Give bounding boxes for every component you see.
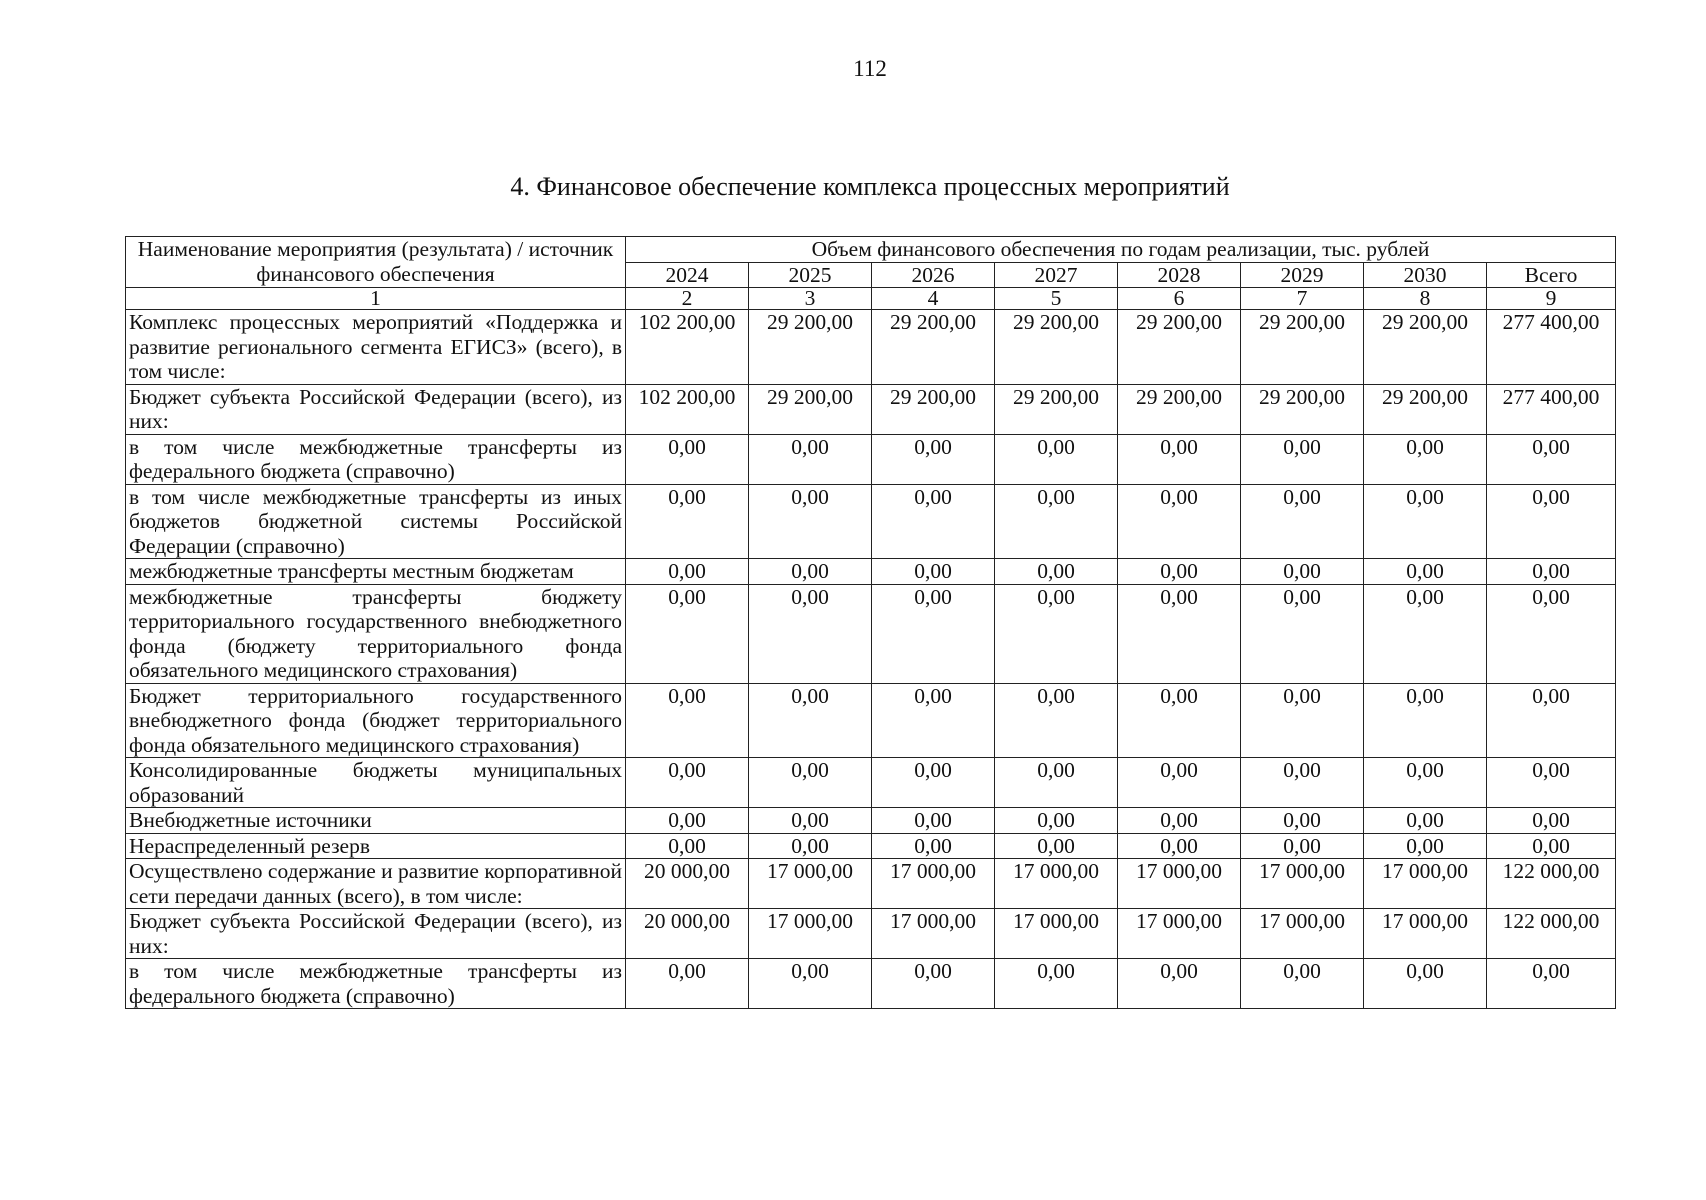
row-value-cell: 0,00 bbox=[749, 959, 872, 1009]
row-value-cell: 0,00 bbox=[872, 959, 995, 1009]
row-name-cell: Осуществлено содержание и развитие корпоративной сети передачи данных (всего), в том числе: bbox=[126, 859, 626, 909]
table-row bbox=[126, 484, 1616, 559]
row-value-cell: 17 000,00 bbox=[749, 909, 872, 959]
row-name-cell: Бюджет субъекта Российской Федерации (всего), из них: bbox=[126, 384, 626, 434]
row-value-cell: 0,00 bbox=[995, 758, 1118, 808]
row-value-cell: 29 200,00 bbox=[1364, 384, 1487, 434]
row-value-cell: 0,00 bbox=[626, 833, 749, 859]
column-number-cell: 4 bbox=[872, 288, 995, 310]
column-number-cell: 6 bbox=[1118, 288, 1241, 310]
page-number: 112 bbox=[853, 56, 887, 81]
row-name-cell: Бюджет территориального государственного внебюджетного фонда (бюджет территориального фонда обязательного медицинского страхования) bbox=[126, 683, 626, 758]
column-number-row bbox=[126, 288, 1616, 310]
row-name-cell: межбюджетные трансферты местным бюджетам bbox=[126, 559, 626, 585]
row-value-cell: 0,00 bbox=[995, 584, 1118, 683]
row-name-cell: Внебюджетные источники bbox=[126, 808, 626, 834]
row-value-cell: 0,00 bbox=[1241, 484, 1364, 559]
row-value-cell: 0,00 bbox=[1364, 808, 1487, 834]
row-value-cell: 0,00 bbox=[872, 559, 995, 585]
row-value-cell: 29 200,00 bbox=[995, 310, 1118, 385]
row-value-cell: 0,00 bbox=[1118, 808, 1241, 834]
row-value-cell: 0,00 bbox=[749, 833, 872, 859]
header-name-cell: Наименование мероприятия (результата) / источник финансового обеспечения bbox=[126, 237, 626, 288]
row-value-cell: 0,00 bbox=[995, 559, 1118, 585]
row-value-cell: 29 200,00 bbox=[1364, 310, 1487, 385]
header-year-cell: 2024 bbox=[626, 262, 749, 288]
row-value-cell: 29 200,00 bbox=[749, 310, 872, 385]
section-title: 4. Финансовое обеспечение комплекса процессных мероприятий bbox=[510, 172, 1230, 201]
row-value-cell: 0,00 bbox=[626, 683, 749, 758]
row-name-cell: в том числе межбюджетные трансферты из иных бюджетов бюджетной системы Российской Федерации (справочно) bbox=[126, 484, 626, 559]
row-value-cell: 29 200,00 bbox=[995, 384, 1118, 434]
row-value-cell: 0,00 bbox=[872, 758, 995, 808]
row-value-cell: 0,00 bbox=[1241, 959, 1364, 1009]
row-value-cell: 0,00 bbox=[749, 559, 872, 585]
column-number-cell: 1 bbox=[126, 288, 626, 310]
row-name-cell: Нераспределенный резерв bbox=[126, 833, 626, 859]
row-total-cell: 0,00 bbox=[1487, 808, 1616, 834]
column-number-cell: 9 bbox=[1487, 288, 1616, 310]
row-value-cell: 17 000,00 bbox=[1118, 909, 1241, 959]
column-number-cell: 7 bbox=[1241, 288, 1364, 310]
header-row-1 bbox=[126, 237, 1616, 263]
row-value-cell: 0,00 bbox=[749, 683, 872, 758]
row-value-cell: 102 200,00 bbox=[626, 384, 749, 434]
row-value-cell: 0,00 bbox=[626, 808, 749, 834]
header-year-cell: 2030 bbox=[1364, 262, 1487, 288]
row-total-cell: 277 400,00 bbox=[1487, 310, 1616, 385]
row-value-cell: 0,00 bbox=[1118, 584, 1241, 683]
row-value-cell: 0,00 bbox=[1241, 808, 1364, 834]
row-value-cell: 0,00 bbox=[1241, 434, 1364, 484]
row-value-cell: 29 200,00 bbox=[1241, 384, 1364, 434]
row-value-cell: 20 000,00 bbox=[626, 909, 749, 959]
row-value-cell: 0,00 bbox=[1118, 559, 1241, 585]
row-value-cell: 0,00 bbox=[872, 434, 995, 484]
row-value-cell: 0,00 bbox=[872, 833, 995, 859]
table-row bbox=[126, 808, 1616, 834]
table-row bbox=[126, 434, 1616, 484]
row-value-cell: 0,00 bbox=[626, 959, 749, 1009]
row-value-cell: 17 000,00 bbox=[995, 859, 1118, 909]
table-body bbox=[126, 310, 1616, 1009]
row-value-cell: 0,00 bbox=[872, 808, 995, 834]
row-value-cell: 29 200,00 bbox=[1241, 310, 1364, 385]
header-year-cell: 2029 bbox=[1241, 262, 1364, 288]
row-total-cell: 0,00 bbox=[1487, 584, 1616, 683]
row-name-cell: Консолидированные бюджеты муниципальных образований bbox=[126, 758, 626, 808]
row-total-cell: 122 000,00 bbox=[1487, 859, 1616, 909]
row-value-cell: 0,00 bbox=[995, 808, 1118, 834]
row-value-cell: 0,00 bbox=[1118, 434, 1241, 484]
column-number-cell: 8 bbox=[1364, 288, 1487, 310]
row-value-cell: 0,00 bbox=[1364, 434, 1487, 484]
row-total-cell: 0,00 bbox=[1487, 559, 1616, 585]
row-total-cell: 0,00 bbox=[1487, 959, 1616, 1009]
row-value-cell: 0,00 bbox=[1241, 584, 1364, 683]
row-total-cell: 277 400,00 bbox=[1487, 384, 1616, 434]
row-total-cell: 0,00 bbox=[1487, 833, 1616, 859]
row-value-cell: 0,00 bbox=[1118, 833, 1241, 859]
table-row bbox=[126, 310, 1616, 385]
row-value-cell: 0,00 bbox=[749, 584, 872, 683]
row-value-cell: 0,00 bbox=[1241, 758, 1364, 808]
row-value-cell: 102 200,00 bbox=[626, 310, 749, 385]
row-value-cell: 29 200,00 bbox=[1118, 384, 1241, 434]
row-value-cell: 29 200,00 bbox=[749, 384, 872, 434]
table-row bbox=[126, 683, 1616, 758]
header-year-cell: 2027 bbox=[995, 262, 1118, 288]
row-value-cell: 0,00 bbox=[1241, 559, 1364, 585]
row-value-cell: 17 000,00 bbox=[872, 859, 995, 909]
row-value-cell: 0,00 bbox=[1364, 584, 1487, 683]
row-value-cell: 29 200,00 bbox=[872, 384, 995, 434]
row-name-cell: межбюджетные трансферты бюджету территориального государственного внебюджетного фонда (бюджету территориального фонда обязательного медицинского страхования) bbox=[126, 584, 626, 683]
row-value-cell: 0,00 bbox=[749, 808, 872, 834]
row-value-cell: 0,00 bbox=[995, 959, 1118, 1009]
column-number-cell: 3 bbox=[749, 288, 872, 310]
row-value-cell: 20 000,00 bbox=[626, 859, 749, 909]
row-total-cell: 122 000,00 bbox=[1487, 909, 1616, 959]
row-value-cell: 0,00 bbox=[749, 484, 872, 559]
table-row bbox=[126, 859, 1616, 909]
row-value-cell: 0,00 bbox=[626, 584, 749, 683]
row-total-cell: 0,00 bbox=[1487, 434, 1616, 484]
row-value-cell: 0,00 bbox=[995, 484, 1118, 559]
header-year-cell: 2025 bbox=[749, 262, 872, 288]
table-row bbox=[126, 559, 1616, 585]
row-value-cell: 0,00 bbox=[1241, 833, 1364, 859]
row-value-cell: 0,00 bbox=[749, 758, 872, 808]
row-value-cell: 17 000,00 bbox=[872, 909, 995, 959]
row-value-cell: 0,00 bbox=[626, 559, 749, 585]
table-row bbox=[126, 384, 1616, 434]
row-value-cell: 0,00 bbox=[749, 434, 872, 484]
row-name-cell: Комплекс процессных мероприятий «Поддержка и развитие регионального сегмента ЕГИСЗ» (всего), в том числе: bbox=[126, 310, 626, 385]
row-value-cell: 0,00 bbox=[872, 584, 995, 683]
header-year-cell: 2026 bbox=[872, 262, 995, 288]
row-value-cell: 0,00 bbox=[1364, 683, 1487, 758]
row-total-cell: 0,00 bbox=[1487, 758, 1616, 808]
table-row bbox=[126, 959, 1616, 1009]
row-value-cell: 0,00 bbox=[1364, 758, 1487, 808]
row-value-cell: 0,00 bbox=[1118, 484, 1241, 559]
row-value-cell: 0,00 bbox=[995, 683, 1118, 758]
row-value-cell: 0,00 bbox=[1118, 758, 1241, 808]
row-value-cell: 0,00 bbox=[1241, 683, 1364, 758]
financing-table bbox=[125, 236, 1616, 1009]
row-total-cell: 0,00 bbox=[1487, 683, 1616, 758]
row-value-cell: 0,00 bbox=[995, 434, 1118, 484]
row-value-cell: 0,00 bbox=[626, 434, 749, 484]
row-value-cell: 29 200,00 bbox=[872, 310, 995, 385]
row-value-cell: 17 000,00 bbox=[1241, 909, 1364, 959]
row-value-cell: 17 000,00 bbox=[1364, 859, 1487, 909]
row-value-cell: 17 000,00 bbox=[1364, 909, 1487, 959]
row-name-cell: в том числе межбюджетные трансферты из федерального бюджета (справочно) bbox=[126, 959, 626, 1009]
row-value-cell: 17 000,00 bbox=[995, 909, 1118, 959]
row-value-cell: 0,00 bbox=[995, 833, 1118, 859]
row-value-cell: 0,00 bbox=[872, 484, 995, 559]
table-row bbox=[126, 833, 1616, 859]
row-value-cell: 17 000,00 bbox=[1118, 859, 1241, 909]
row-total-cell: 0,00 bbox=[1487, 484, 1616, 559]
row-value-cell: 0,00 bbox=[1364, 959, 1487, 1009]
row-value-cell: 0,00 bbox=[1364, 559, 1487, 585]
table-row bbox=[126, 758, 1616, 808]
header-total-cell: Всего bbox=[1487, 262, 1616, 288]
table-row bbox=[126, 909, 1616, 959]
row-value-cell: 29 200,00 bbox=[1118, 310, 1241, 385]
row-value-cell: 0,00 bbox=[1118, 683, 1241, 758]
column-number-cell: 2 bbox=[626, 288, 749, 310]
row-value-cell: 0,00 bbox=[1118, 959, 1241, 1009]
row-name-cell: Бюджет субъекта Российской Федерации (всего), из них: bbox=[126, 909, 626, 959]
table-row bbox=[126, 584, 1616, 683]
header-year-cell: 2028 bbox=[1118, 262, 1241, 288]
row-value-cell: 0,00 bbox=[1364, 484, 1487, 559]
header-volume-cell: Объем финансового обеспечения по годам реализации, тыс. рублей bbox=[626, 237, 1616, 263]
row-value-cell: 0,00 bbox=[626, 758, 749, 808]
row-value-cell: 17 000,00 bbox=[749, 859, 872, 909]
row-value-cell: 17 000,00 bbox=[1241, 859, 1364, 909]
row-name-cell: в том числе межбюджетные трансферты из федерального бюджета (справочно) bbox=[126, 434, 626, 484]
row-value-cell: 0,00 bbox=[1364, 833, 1487, 859]
row-value-cell: 0,00 bbox=[872, 683, 995, 758]
column-number-cell: 5 bbox=[995, 288, 1118, 310]
row-value-cell: 0,00 bbox=[626, 484, 749, 559]
